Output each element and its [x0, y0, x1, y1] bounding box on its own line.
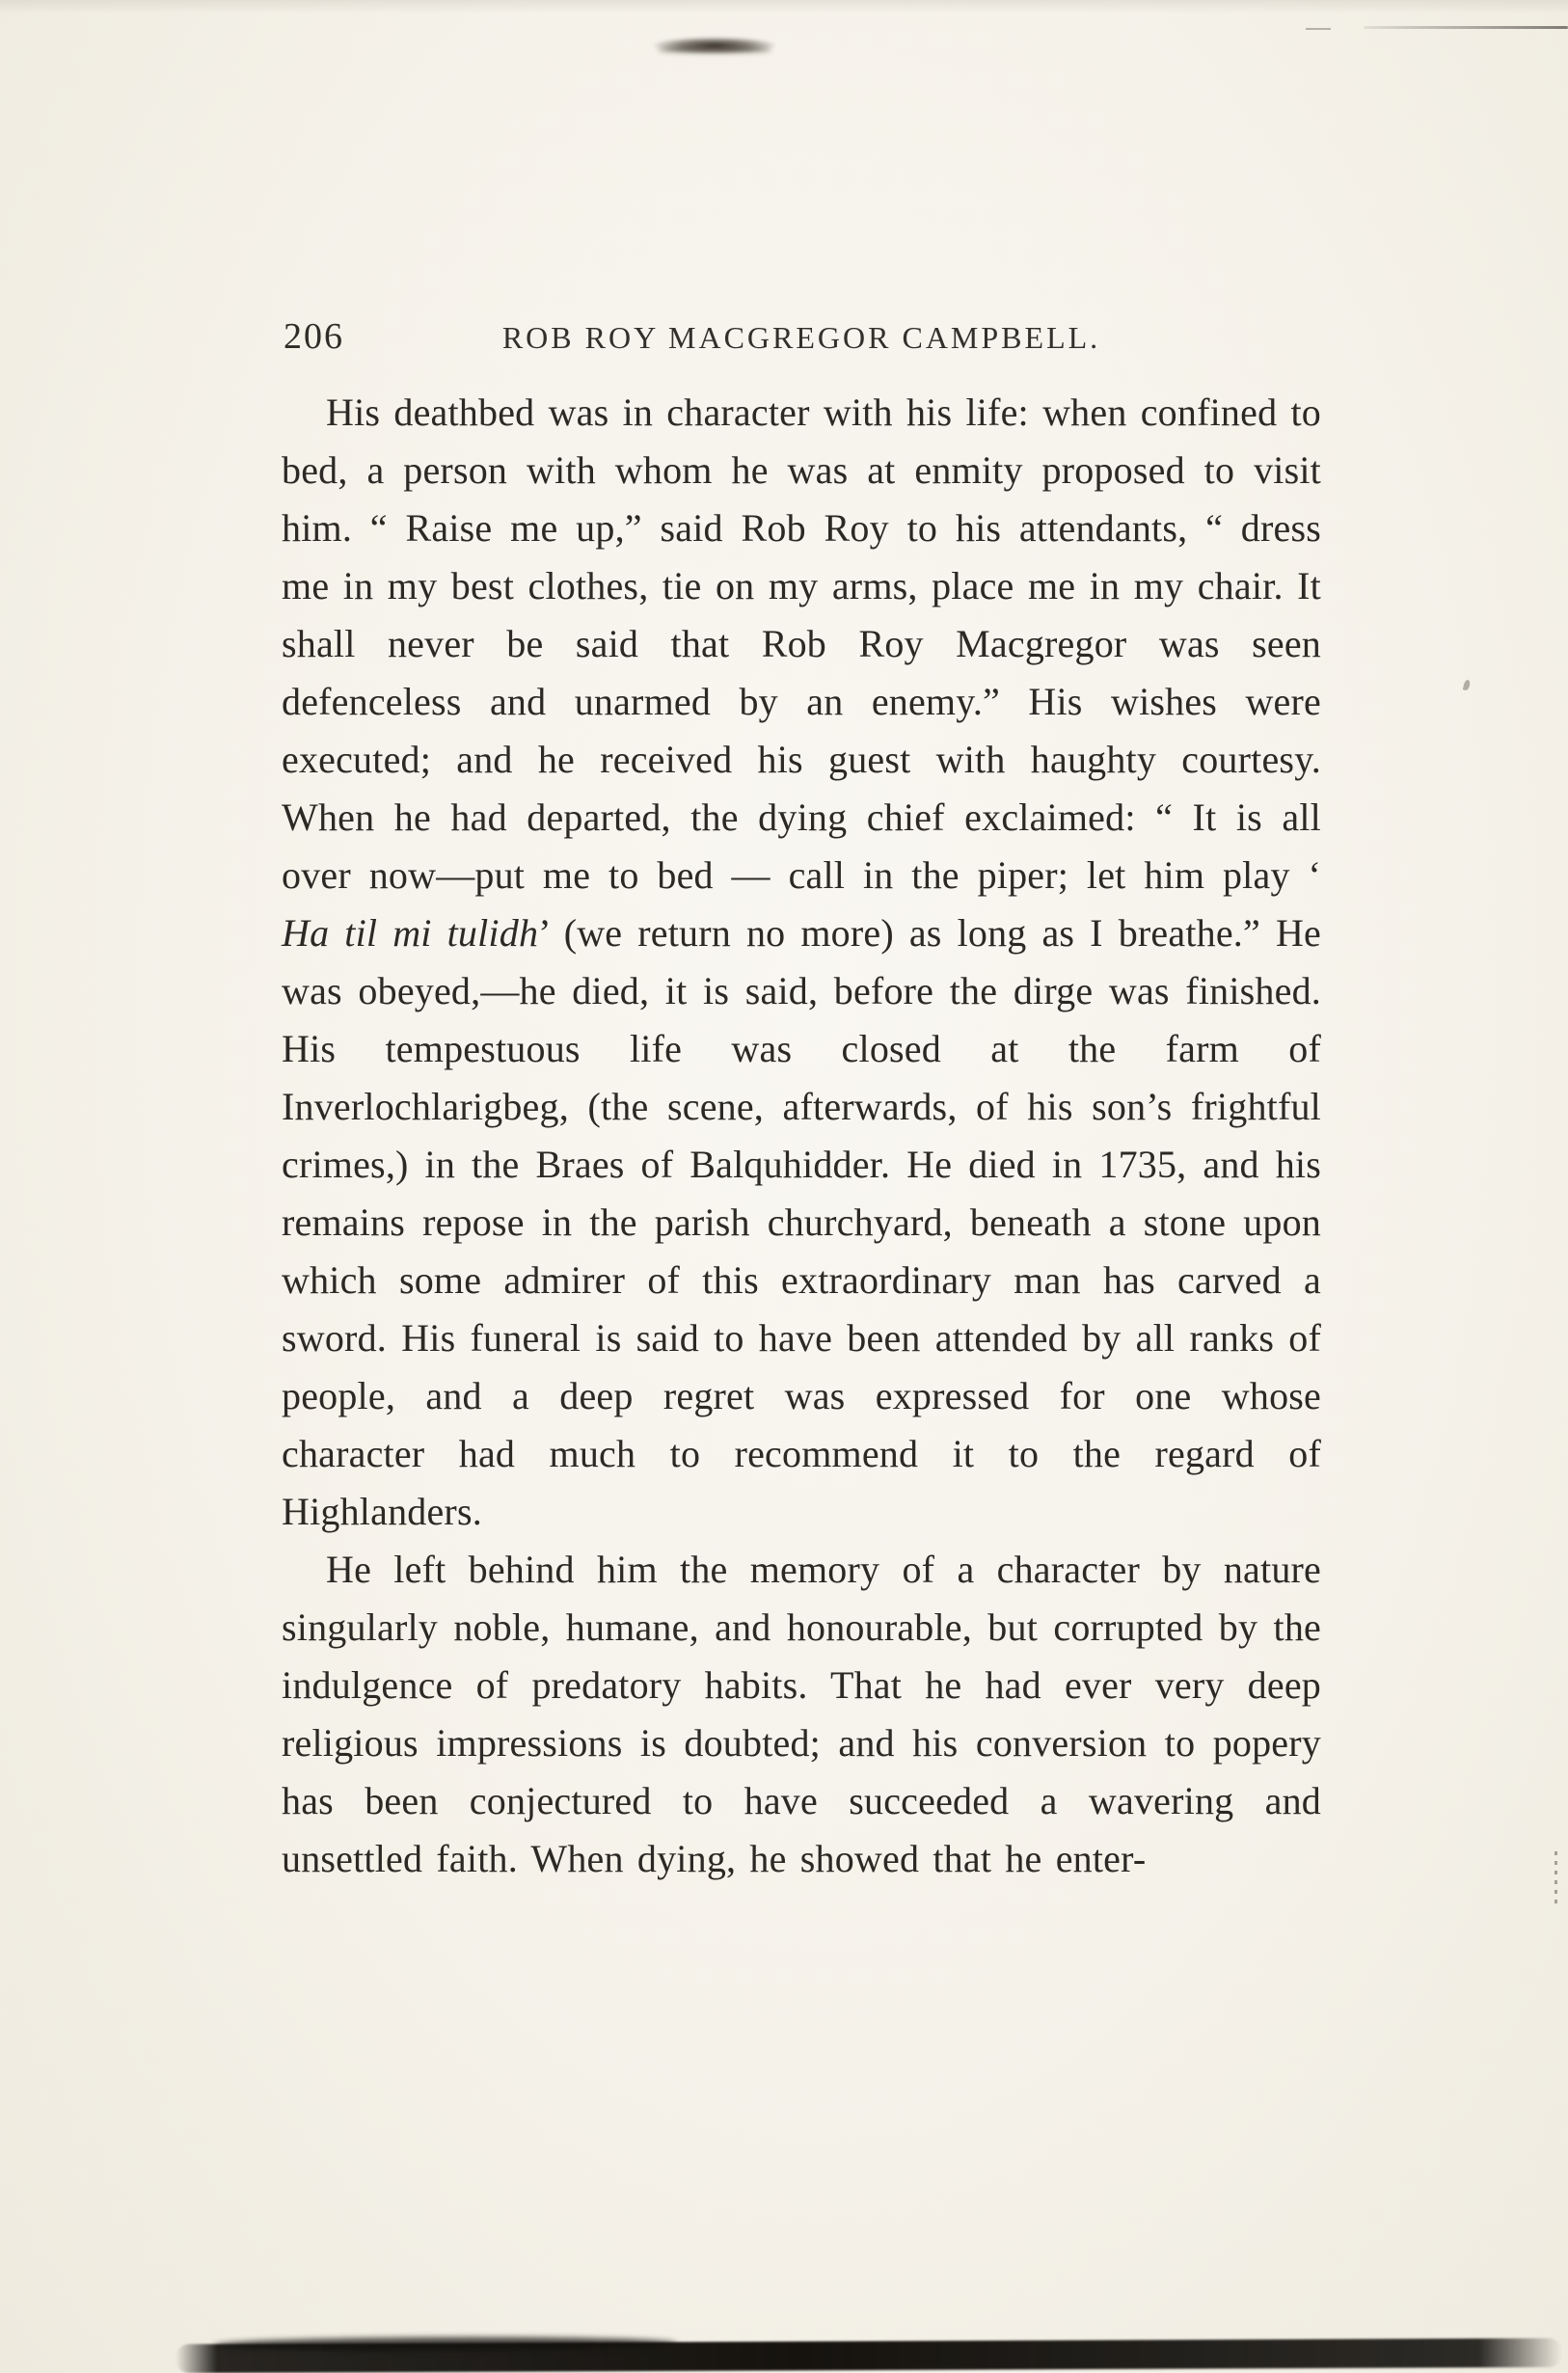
body-paragraph-1	[282, 384, 1321, 1541]
scan-bottom-edge-bar	[176, 2338, 1562, 2373]
page-header	[282, 314, 1321, 363]
page-text-block	[282, 384, 1321, 1888]
paragraph-1-text-after-italic: ’ (we return no more) as long as I breathe.” He was obeyed,—he died, it is said, before the dirge was finished. His tempestuous life was closed at the farm of Inverlochlarigbeg, (the scene, afterwards, of his son’s frightful crimes,) in the Braes of Balquhidder. He died in 1735, and his remains repose in the parish churchyard, beneath a stone upon which some admirer of this extraordinary man has carved a sword. His funeral is said to have been attended by all ranks of people, and a deep regret was expressed for one whose character had much to recommend it to the regard of Highlanders.	[282, 911, 1321, 1533]
running-title: ROB ROY MACGREGOR CAMPBELL.	[501, 320, 1101, 355]
paragraph-1-italic-phrase: Ha til mi tulidh	[282, 911, 539, 955]
scan-margin-dots	[1554, 1851, 1557, 1909]
scan-top-edge-shade	[0, 0, 1568, 13]
scan-smudge-artifact	[652, 37, 777, 54]
body-paragraph-2: He left behind him the memory of a character by nature singularly noble, humane, and honourable, but corrupted by the indulgence of predatory habits. That he had ever very deep religious impressions is doubted; and his conversion to popery has been conjectured to have succeeded a wavering and unsettled faith. When dying, he showed that he enter-	[282, 1548, 1321, 1880]
scan-dash-artifact	[1306, 28, 1331, 30]
paragraph-1-text-before-italic: His deathbed was in character with his life: when confined to bed, a person with whom he was at enmity proposed to visit him. “ Raise me up,” said Rob Roy to his attendants, “ dress me in my best clothes, tie on my arms, place me in my chair. It shall never be said that Rob Roy Macgregor was seen defenceless and unarmed by an enemy.” His wishes were executed; and he received his guest with haughty courtesy. When he had departed, the dying chief exclaimed: “ It is all over now—put me to bed — call in the piper; let him play ‘	[282, 391, 1321, 897]
page-number: 206	[284, 316, 344, 357]
scan-margin-speck	[1463, 679, 1471, 690]
scan-line-artifact	[1364, 26, 1568, 29]
